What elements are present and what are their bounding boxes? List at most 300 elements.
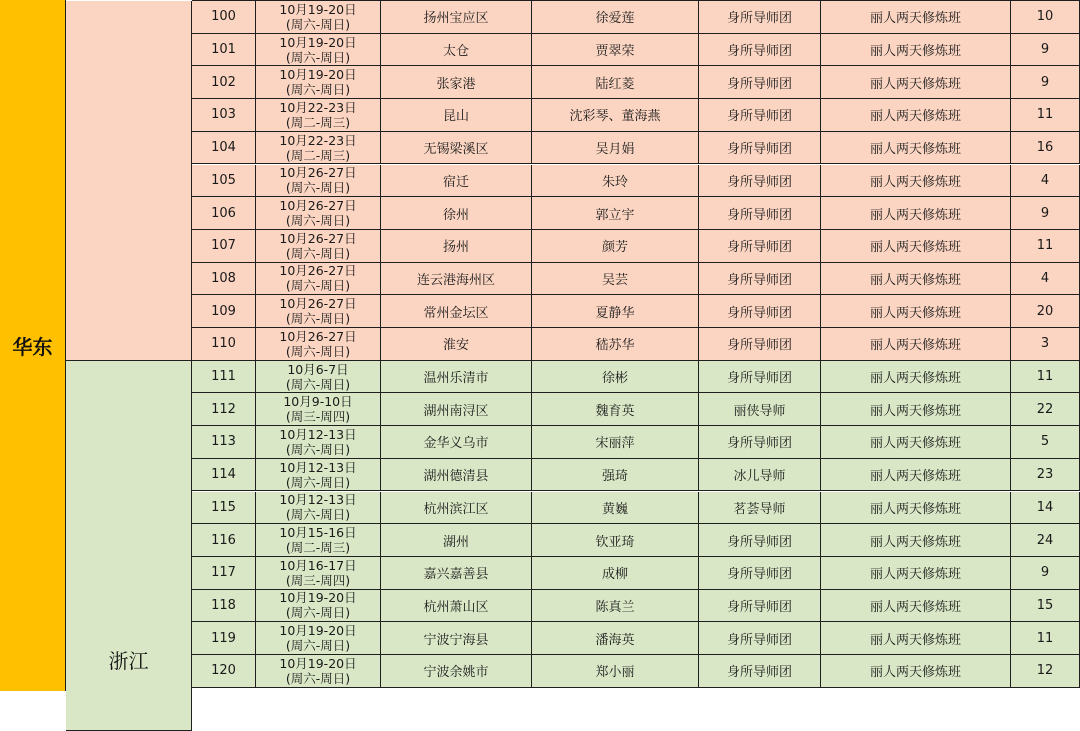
serial-number-text: 100 (211, 9, 236, 25)
serial-number-cell (192, 263, 256, 296)
count-text: 11 (1036, 107, 1054, 123)
weekday-range: (周六-周日) (285, 670, 351, 686)
city-text: 温州乐清市 (423, 371, 489, 387)
weekday-range: (周六-周日) (285, 474, 351, 490)
contact-cell (532, 557, 699, 590)
date-range: 10月26-27日 (279, 198, 357, 214)
course-cell (821, 197, 1011, 230)
weekday-range: (周六-周日) (285, 605, 351, 621)
count-text: 4 (1040, 270, 1050, 286)
city-text: 杭州萧山区 (423, 599, 489, 615)
teacher-text: 身所导师团 (726, 338, 792, 354)
course-text: 丽人两天修炼班 (869, 371, 961, 387)
contact-cell (532, 655, 699, 688)
course-text: 丽人两天修炼班 (869, 665, 961, 681)
contact-text: 嵇苏华 (595, 338, 635, 354)
date-cell (256, 590, 381, 623)
serial-number-text: 120 (211, 663, 236, 679)
serial-number-text: 117 (211, 565, 236, 581)
city-cell (381, 263, 532, 296)
date-range: 10月26-27日 (279, 165, 357, 181)
serial-number-text: 104 (211, 140, 236, 156)
contact-cell (532, 1, 699, 34)
teacher-cell (699, 622, 821, 655)
count-cell (1011, 524, 1080, 557)
city-text: 宁波余姚市 (423, 665, 489, 681)
contact-text: 宋丽萍 (595, 436, 635, 452)
teacher-text: 身所导师团 (726, 76, 792, 92)
contact-text: 吴芸 (601, 272, 628, 288)
date-range: 10月19-20日 (279, 1, 357, 17)
count-text: 9 (1040, 74, 1050, 90)
serial-number-cell (192, 426, 256, 459)
teacher-cell (699, 557, 821, 590)
count-text: 4 (1040, 172, 1050, 188)
date-cell (256, 524, 381, 557)
teacher-text: 身所导师团 (726, 240, 792, 256)
city-cell (381, 66, 532, 99)
date-cell (256, 132, 381, 165)
count-cell (1011, 263, 1080, 296)
contact-text: 夏静华 (595, 305, 635, 321)
teacher-text: 身所导师团 (726, 174, 792, 190)
city-text: 淮安 (442, 338, 469, 354)
weekday-range: (周二-周三) (285, 114, 351, 130)
count-cell (1011, 557, 1080, 590)
count-text: 12 (1036, 663, 1054, 679)
course-text: 丽人两天修炼班 (869, 632, 961, 648)
count-cell (1011, 1, 1080, 34)
teacher-text: 身所导师团 (726, 436, 792, 452)
date-cell (256, 393, 381, 426)
date-range: 10月19-20日 (279, 34, 357, 50)
province-cell (66, 361, 192, 731)
city-text: 连云港海州区 (416, 272, 495, 288)
teacher-cell (699, 295, 821, 328)
weekday-range: (周六-周日) (285, 441, 351, 457)
serial-number-text: 118 (211, 597, 236, 613)
weekday-range: (周六-周日) (285, 49, 351, 65)
count-text: 20 (1036, 303, 1054, 319)
count-cell (1011, 328, 1080, 361)
serial-number-cell (192, 230, 256, 263)
teacher-text: 身所导师团 (726, 109, 792, 125)
date-cell (256, 1, 381, 34)
contact-cell (532, 459, 699, 492)
course-cell (821, 165, 1011, 198)
course-cell (821, 426, 1011, 459)
serial-number-text: 102 (211, 74, 236, 90)
contact-text: 沈彩琴、董海燕 (569, 109, 661, 125)
teacher-cell (699, 328, 821, 361)
course-text: 丽人两天修炼班 (869, 599, 961, 615)
city-text: 无锡梁溪区 (423, 142, 489, 158)
contact-cell (532, 328, 699, 361)
course-cell (821, 492, 1011, 525)
date-range: 10月19-20日 (279, 590, 357, 606)
contact-text: 钦亚琦 (595, 534, 635, 550)
contact-cell (532, 492, 699, 525)
course-text: 丽人两天修炼班 (869, 142, 961, 158)
count-text: 14 (1036, 499, 1054, 515)
contact-text: 朱玲 (601, 174, 628, 190)
count-cell (1011, 165, 1080, 198)
contact-text: 强琦 (601, 469, 628, 485)
serial-number-text: 107 (211, 238, 236, 254)
teacher-cell (699, 393, 821, 426)
contact-cell (532, 263, 699, 296)
course-text: 丽人两天修炼班 (869, 338, 961, 354)
city-text: 金华义乌市 (423, 436, 489, 452)
contact-cell (532, 295, 699, 328)
teacher-cell (699, 165, 821, 198)
serial-number-cell (192, 393, 256, 426)
province-label: 浙江 (108, 648, 149, 673)
serial-number-text: 106 (211, 205, 236, 221)
count-text: 9 (1040, 42, 1050, 58)
serial-number-cell (192, 295, 256, 328)
date-cell (256, 361, 381, 394)
date-range: 10月15-16日 (279, 525, 357, 541)
date-range: 10月26-27日 (279, 263, 357, 279)
date-cell (256, 66, 381, 99)
date-cell (256, 230, 381, 263)
serial-number-cell (192, 361, 256, 394)
contact-cell (532, 66, 699, 99)
city-text: 湖州德清县 (423, 469, 489, 485)
city-cell (381, 230, 532, 263)
serial-number-text: 116 (211, 532, 236, 548)
date-range: 10月12-13日 (279, 459, 357, 475)
serial-number-cell (192, 1, 256, 34)
count-cell (1011, 197, 1080, 230)
weekday-range: (周六-周日) (285, 82, 351, 98)
contact-text: 潘海英 (595, 632, 635, 648)
contact-cell (532, 361, 699, 394)
teacher-cell (699, 524, 821, 557)
course-text: 丽人两天修炼班 (869, 469, 961, 485)
course-text: 丽人两天修炼班 (869, 436, 961, 452)
weekday-range: (周二-周三) (285, 147, 351, 163)
course-cell (821, 655, 1011, 688)
teacher-text: 丽侠导师 (733, 403, 786, 419)
serial-number-text: 110 (211, 336, 236, 352)
count-text: 22 (1036, 401, 1054, 417)
date-cell (256, 655, 381, 688)
serial-number-cell (192, 622, 256, 655)
course-cell (821, 590, 1011, 623)
serial-number-cell (192, 132, 256, 165)
course-text: 丽人两天修炼班 (869, 44, 961, 60)
teacher-text: 身所导师团 (726, 142, 792, 158)
contact-text: 贾翠荣 (595, 44, 635, 60)
date-cell (256, 295, 381, 328)
teacher-text: 身所导师团 (726, 44, 792, 60)
city-cell (381, 622, 532, 655)
course-cell (821, 263, 1011, 296)
serial-number-text: 108 (211, 270, 236, 286)
teacher-cell (699, 132, 821, 165)
city-cell (381, 590, 532, 623)
contact-cell (532, 34, 699, 67)
contact-cell (532, 99, 699, 132)
city-cell (381, 295, 532, 328)
city-cell (381, 361, 532, 394)
course-text: 丽人两天修炼班 (869, 240, 961, 256)
teacher-text: 身所导师团 (726, 371, 792, 387)
city-text: 常州金坛区 (423, 305, 489, 321)
contact-cell (532, 197, 699, 230)
serial-number-cell (192, 524, 256, 557)
contact-cell (532, 393, 699, 426)
teacher-cell (699, 1, 821, 34)
course-cell (821, 132, 1011, 165)
teacher-cell (699, 492, 821, 525)
serial-number-cell (192, 459, 256, 492)
weekday-range: (周六-周日) (285, 311, 351, 327)
teacher-cell (699, 99, 821, 132)
count-cell (1011, 655, 1080, 688)
weekday-range: (周六-周日) (285, 16, 351, 32)
province-cell (66, 1, 192, 361)
contact-text: 吴月娟 (595, 142, 635, 158)
teacher-cell (699, 197, 821, 230)
count-text: 11 (1036, 630, 1054, 646)
city-text: 湖州南浔区 (423, 403, 489, 419)
contact-text: 成柳 (601, 567, 628, 583)
teacher-text: 身所导师团 (726, 534, 792, 550)
count-cell (1011, 590, 1080, 623)
course-cell (821, 361, 1011, 394)
date-cell (256, 99, 381, 132)
course-cell (821, 99, 1011, 132)
course-cell (821, 459, 1011, 492)
city-text: 宁波宁海县 (423, 632, 489, 648)
course-text: 丽人两天修炼班 (869, 76, 961, 92)
course-cell (821, 557, 1011, 590)
count-cell (1011, 393, 1080, 426)
serial-number-text: 114 (211, 467, 236, 483)
city-cell (381, 165, 532, 198)
weekday-range: (周六-周日) (285, 278, 351, 294)
teacher-text: 身所导师团 (726, 665, 792, 681)
course-text: 丽人两天修炼班 (869, 403, 961, 419)
count-text: 11 (1036, 369, 1054, 385)
contact-text: 陆红菱 (595, 76, 635, 92)
contact-cell (532, 590, 699, 623)
weekday-range: (周三-周四) (285, 409, 351, 425)
city-text: 太仓 (442, 44, 469, 60)
contact-cell (532, 524, 699, 557)
serial-number-cell (192, 34, 256, 67)
contact-text: 徐彬 (601, 371, 628, 387)
serial-number-cell (192, 197, 256, 230)
serial-number-text: 113 (211, 434, 236, 450)
teacher-cell (699, 263, 821, 296)
course-text: 丽人两天修炼班 (869, 272, 961, 288)
serial-number-text: 101 (211, 42, 236, 58)
course-cell (821, 34, 1011, 67)
city-text: 嘉兴嘉善县 (423, 567, 489, 583)
date-range: 10月6-7日 (287, 361, 349, 377)
teacher-text: 茗荟导师 (733, 501, 786, 517)
teacher-text: 冰儿导师 (733, 469, 786, 485)
city-cell (381, 99, 532, 132)
city-text: 杭州滨江区 (423, 501, 489, 517)
teacher-cell (699, 66, 821, 99)
weekday-range: (周六-周日) (285, 343, 351, 359)
teacher-cell (699, 361, 821, 394)
teacher-text: 身所导师团 (726, 305, 792, 321)
count-text: 24 (1036, 532, 1054, 548)
teacher-cell (699, 230, 821, 263)
course-text: 丽人两天修炼班 (869, 109, 961, 125)
city-cell (381, 34, 532, 67)
course-cell (821, 524, 1011, 557)
weekday-range: (周六-周日) (285, 180, 351, 196)
count-text: 16 (1036, 140, 1054, 156)
serial-number-cell (192, 328, 256, 361)
date-cell (256, 426, 381, 459)
course-cell (821, 295, 1011, 328)
teacher-cell (699, 459, 821, 492)
region-label: 华东 (12, 335, 53, 359)
region-cell (0, 0, 66, 691)
serial-number-text: 103 (211, 107, 236, 123)
count-cell (1011, 230, 1080, 263)
city-cell (381, 328, 532, 361)
contact-text: 郭立宇 (595, 207, 635, 223)
serial-number-text: 115 (211, 499, 236, 515)
count-text: 3 (1040, 336, 1050, 352)
serial-number-text: 119 (211, 630, 236, 646)
city-text: 湖州 (442, 534, 469, 550)
count-text: 23 (1036, 467, 1054, 483)
serial-number-text: 112 (211, 401, 236, 417)
count-cell (1011, 426, 1080, 459)
date-range: 10月12-13日 (279, 492, 357, 508)
serial-number-cell (192, 590, 256, 623)
city-cell (381, 132, 532, 165)
date-range: 10月16-17日 (279, 557, 357, 573)
date-range: 10月22-23日 (279, 99, 357, 115)
count-text: 10 (1036, 9, 1054, 25)
count-cell (1011, 459, 1080, 492)
count-cell (1011, 492, 1080, 525)
city-cell (381, 655, 532, 688)
count-text: 5 (1040, 434, 1050, 450)
serial-number-text: 105 (211, 172, 236, 188)
count-text: 9 (1040, 565, 1050, 581)
date-range: 10月19-20日 (279, 655, 357, 671)
contact-cell (532, 132, 699, 165)
serial-number-cell (192, 165, 256, 198)
city-cell (381, 557, 532, 590)
city-cell (381, 197, 532, 230)
city-cell (381, 524, 532, 557)
city-cell (381, 426, 532, 459)
date-cell (256, 263, 381, 296)
count-cell (1011, 361, 1080, 394)
weekday-range: (周六-周日) (285, 245, 351, 261)
teacher-text: 身所导师团 (726, 11, 792, 27)
teacher-text: 身所导师团 (726, 207, 792, 223)
date-cell (256, 197, 381, 230)
course-text: 丽人两天修炼班 (869, 534, 961, 550)
teacher-cell (699, 655, 821, 688)
course-cell (821, 230, 1011, 263)
city-text: 扬州宝应区 (423, 11, 489, 27)
course-text: 丽人两天修炼班 (869, 174, 961, 190)
teacher-text: 身所导师团 (726, 599, 792, 615)
teacher-cell (699, 590, 821, 623)
date-cell (256, 557, 381, 590)
city-text: 张家港 (436, 76, 476, 92)
city-cell (381, 1, 532, 34)
city-cell (381, 393, 532, 426)
serial-number-cell (192, 66, 256, 99)
contact-text: 魏育英 (595, 403, 635, 419)
weekday-range: (周六-周日) (285, 213, 351, 229)
city-text: 徐州 (442, 207, 469, 223)
date-range: 10月22-23日 (279, 132, 357, 148)
count-text: 11 (1036, 238, 1054, 254)
serial-number-cell (192, 655, 256, 688)
city-text: 宿迁 (442, 174, 469, 190)
weekday-range: (周二-周三) (285, 540, 351, 556)
date-range: 10月19-20日 (279, 67, 357, 83)
serial-number-text: 111 (211, 369, 236, 385)
weekday-range: (周六-周日) (285, 376, 351, 392)
contact-text: 郑小丽 (595, 665, 635, 681)
teacher-cell (699, 34, 821, 67)
city-text: 扬州 (442, 240, 469, 256)
teacher-text: 身所导师团 (726, 632, 792, 648)
city-cell (381, 492, 532, 525)
contact-text: 颜芳 (601, 240, 628, 256)
date-range: 10月26-27日 (279, 230, 357, 246)
count-cell (1011, 622, 1080, 655)
course-cell (821, 66, 1011, 99)
weekday-range: (周三-周四) (285, 572, 351, 588)
contact-text: 黄巍 (601, 501, 628, 517)
date-range: 10月19-20日 (279, 623, 357, 639)
serial-number-cell (192, 99, 256, 132)
date-range: 10月26-27日 (279, 296, 357, 312)
serial-number-cell (192, 492, 256, 525)
serial-number-text: 109 (211, 303, 236, 319)
city-text: 昆山 (442, 109, 469, 125)
date-cell (256, 492, 381, 525)
serial-number-cell (192, 557, 256, 590)
course-cell (821, 328, 1011, 361)
teacher-text: 身所导师团 (726, 567, 792, 583)
count-cell (1011, 132, 1080, 165)
course-text: 丽人两天修炼班 (869, 305, 961, 321)
contact-cell (532, 622, 699, 655)
date-cell (256, 165, 381, 198)
weekday-range: (周六-周日) (285, 638, 351, 654)
course-text: 丽人两天修炼班 (869, 501, 961, 517)
count-text: 9 (1040, 205, 1050, 221)
teacher-cell (699, 426, 821, 459)
date-range: 10月12-13日 (279, 426, 357, 442)
course-text: 丽人两天修炼班 (869, 207, 961, 223)
count-text: 15 (1036, 597, 1054, 613)
date-cell (256, 34, 381, 67)
contact-text: 陈真兰 (595, 599, 635, 615)
count-cell (1011, 99, 1080, 132)
